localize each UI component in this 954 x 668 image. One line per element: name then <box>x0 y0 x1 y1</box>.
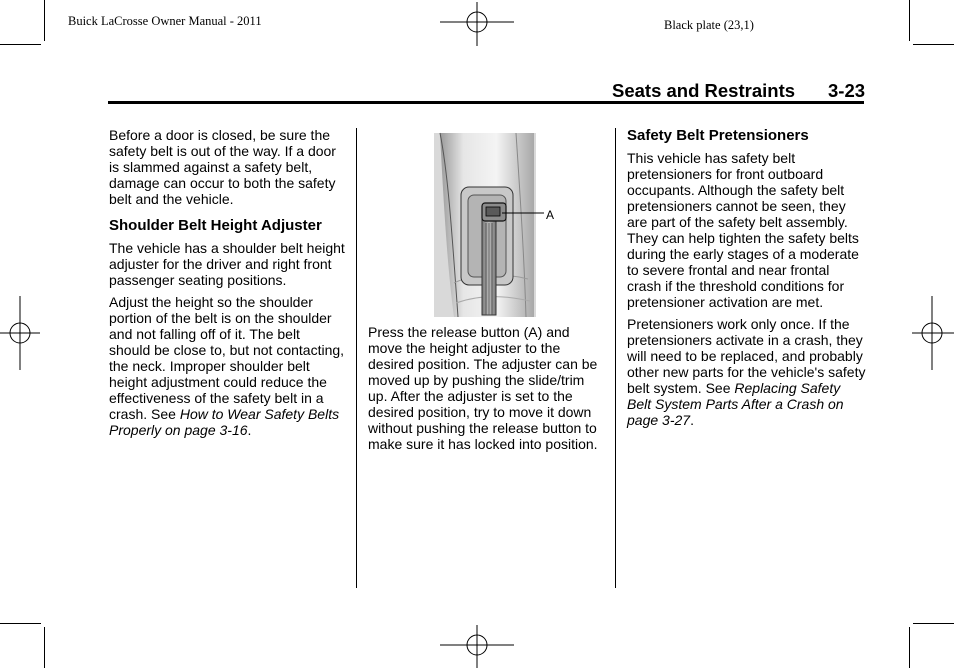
crop-mark <box>913 44 954 45</box>
print-header-title: Buick LaCrosse Owner Manual - 2011 <box>68 14 262 28</box>
adjust-height-paragraph <box>109 294 345 438</box>
column-divider <box>356 128 357 588</box>
intro-paragraph: Before a door is closed, be sure the safety belt is out of the way. If a door is slammed against a safety belt, damage can occur to both the safety belt and the vehicle. <box>109 127 336 207</box>
pretensioners-once-paragraph <box>627 316 867 428</box>
section-title: Seats and Restraints <box>612 80 796 101</box>
release-button-paragraph: Press the release button (A) and move the height adjuster to the desired position. The adjuster can be moved up by pushing the slide/trim up. After the adjuster is set to the desired position, try to move it down without pushing the release button to make sure it has locked into position. <box>368 324 598 452</box>
pretensioners-once-text: Pretensioners work only once. If the pretensioners activate in a crash, they will need to be replaced, and probably other new parts for the vehicle's safety belt system. See <box>627 316 866 396</box>
adjuster-paragraph: The vehicle has a shoulder belt height adjuster for the driver and right front passenger seating positions. <box>109 240 345 288</box>
callout-a: A <box>546 208 555 222</box>
crop-mark <box>909 627 910 668</box>
column-right <box>627 127 867 434</box>
cross-reference-link[interactable]: Replacing Safety Belt System Parts After a Crash on page 3-27 <box>627 380 844 428</box>
crop-mark <box>0 44 41 45</box>
column-divider <box>615 128 616 588</box>
column-middle <box>368 324 604 458</box>
heading-shoulder-belt-adjuster: Shoulder Belt Height Adjuster <box>109 217 322 234</box>
crop-mark <box>44 627 45 668</box>
sentence-end: . <box>690 412 694 428</box>
registration-mark-right <box>912 296 954 370</box>
page-number: 3-23 <box>828 80 866 101</box>
adjust-height-text: Adjust the height so the shoulder portion of the belt is on the shoulder and not falling off of it. The belt should be close to, but not contacting, the neck. Improper shoulder belt height adjustment could reduce the effectiveness of the safety belt in a crash. See <box>109 294 345 422</box>
heading-pretensioners: Safety Belt Pretensioners <box>627 127 809 144</box>
shoulder-belt-adjuster-illustration <box>434 133 564 317</box>
crop-mark <box>909 0 910 41</box>
pretensioners-paragraph: This vehicle has safety belt pretensioners for front outboard occupants. Although the safety belt pretensioners cannot be seen, they are part of the safety belt assembly. They can help tighten the safety belts during the early stages of a moderate to severe frontal and near frontal crash if the threshold conditions for pretensioner activation are met. <box>627 150 859 310</box>
registration-mark-left <box>0 296 40 370</box>
sentence-end: . <box>247 422 252 438</box>
registration-mark-bottom <box>440 625 514 668</box>
registration-mark-top <box>440 2 514 46</box>
crop-mark <box>913 623 954 624</box>
print-plate-label: Black plate (23,1) <box>664 18 754 32</box>
column-left <box>109 127 345 444</box>
cross-reference-link[interactable]: How to Wear Safety Belts Properly on page 3-16 <box>109 406 340 438</box>
crop-mark <box>0 623 41 624</box>
crop-mark <box>44 0 45 41</box>
header-rule <box>108 101 864 104</box>
